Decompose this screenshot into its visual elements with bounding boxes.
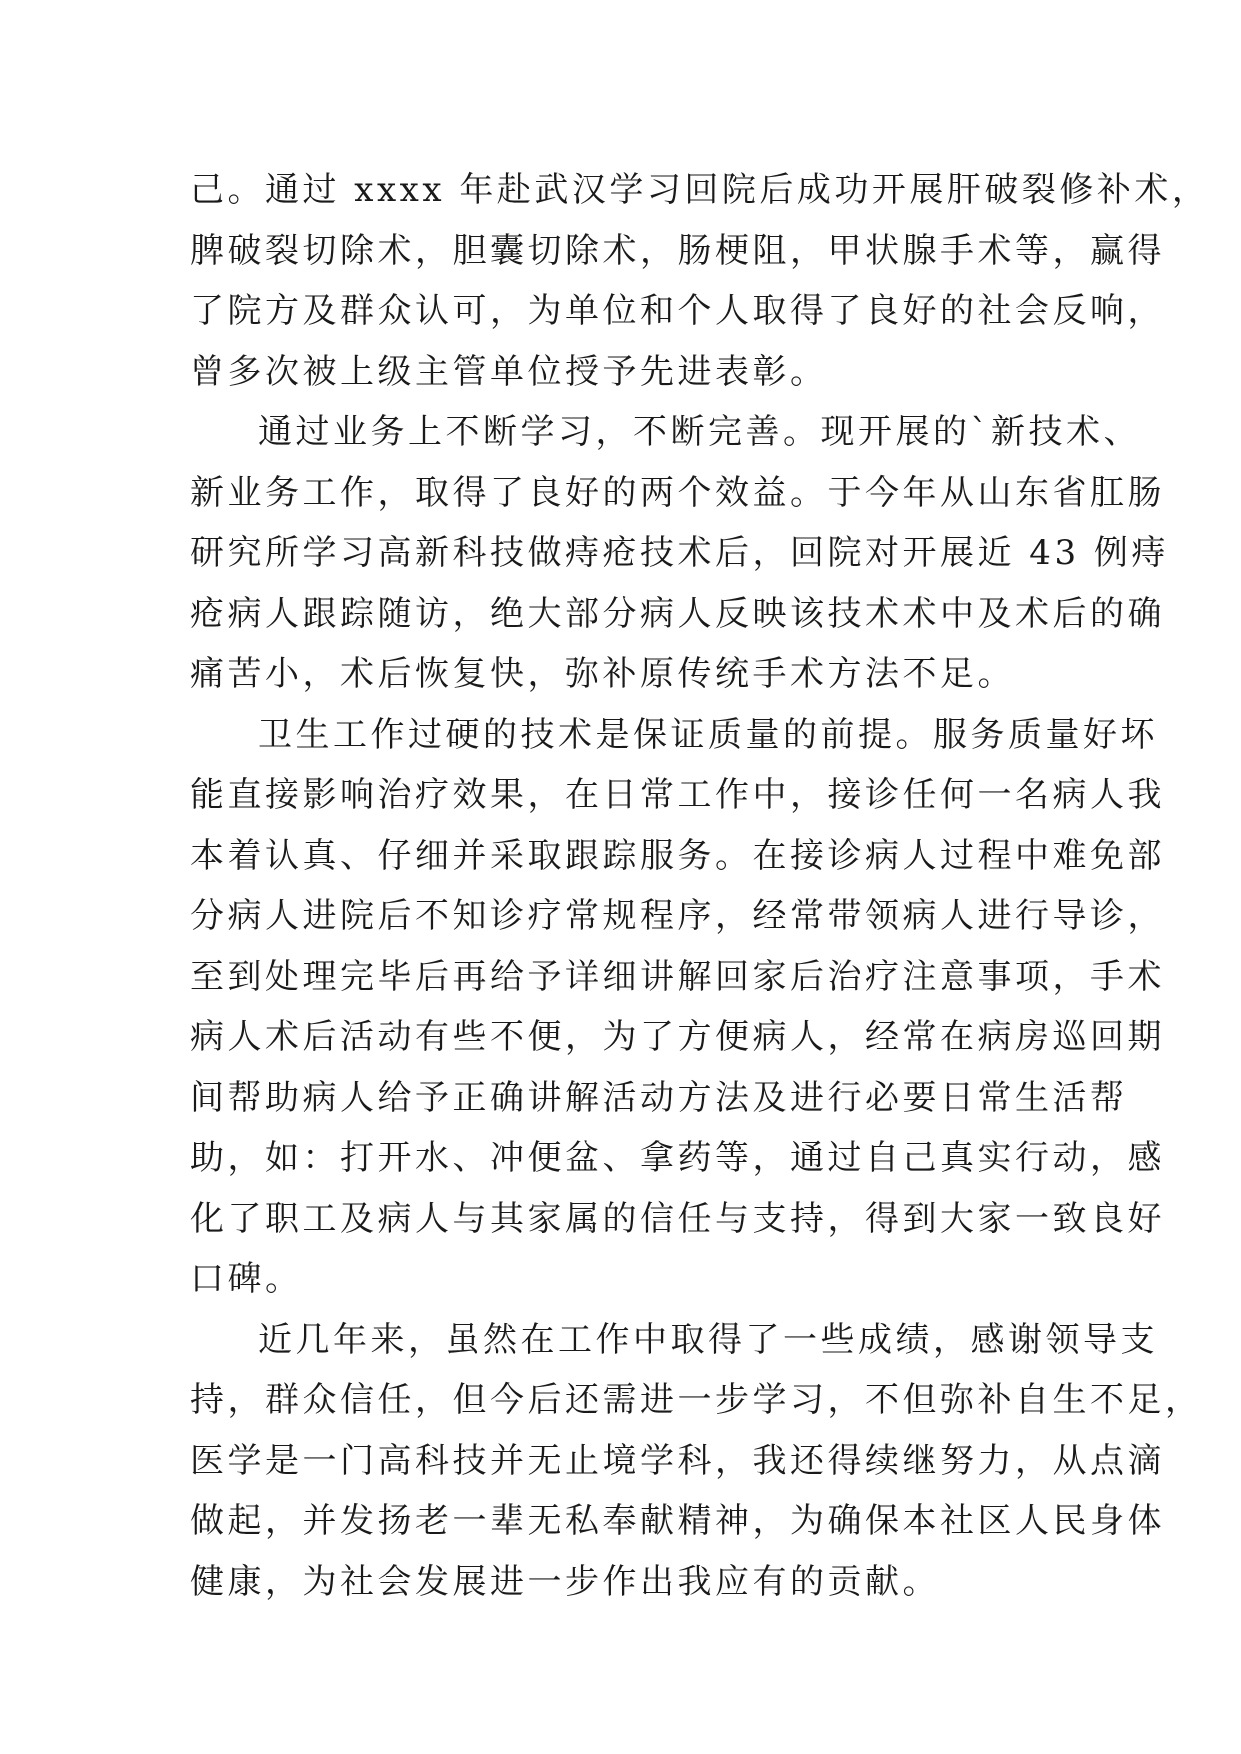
text-line: 持，群众信任，但今后还需进一步学习，不但弥补自生不足， — [190, 1380, 1203, 1420]
text-line: 脾破裂切除术，胆囊切除术，肠梗阻，甲状腺手术等，赢得 — [190, 230, 1165, 271]
text-line: 医学是一门高科技并无止境学科，我还得续继努力，从点滴 — [190, 1440, 1165, 1481]
paragraph-2 — [190, 402, 1169, 705]
text-line: 通过业务上不断学习，不断完善。现开展的`新技术、 — [258, 412, 1141, 452]
text-line: 近几年来，虽然在工作中取得了一些成绩，感谢领导支 — [258, 1319, 1158, 1360]
text-line: 间帮助病人给予正确讲解活动方法及进行必要日常生活帮 — [190, 1077, 1128, 1118]
text-line: 至到处理完毕后再给予详细讲解回家后治疗注意事项，手术 — [190, 956, 1165, 997]
text-line: 口碑。 — [190, 1259, 303, 1299]
text-line: 能直接影响治疗效果，在日常工作中，接诊任何一名病人我 — [190, 775, 1165, 815]
text-line: 化了职工及病人与其家属的信任与支持，得到大家一致良好 — [190, 1198, 1165, 1239]
text-line: 疮病人跟踪随访，绝大部分病人反映该技术术中及术后的确 — [190, 593, 1165, 634]
paragraph-4 — [190, 1310, 1203, 1613]
text-line: 卫生工作过硬的技术是保证质量的前提。服务质量好坏 — [258, 714, 1158, 755]
text-line: 研究所学习高新科技做痔疮技术后，回院对开展近 43 例痔 — [190, 533, 1169, 573]
text-line: 新业务工作，取得了良好的两个效益。于今年从山东省肛肠 — [190, 472, 1165, 513]
text-line: 己。通过 xxxx 年赴武汉学习回院后成功开展肝破裂修补术， — [190, 170, 1210, 210]
text-line: 曾多次被上级主管单位授予先进表彰。 — [190, 351, 828, 392]
text-line: 健康，为社会发展进一步作出我应有的贡献。 — [190, 1561, 940, 1602]
paragraph-1 — [190, 160, 1210, 402]
text-line: 病人术后活动有些不便，为了方便病人，经常在病房巡回期 — [190, 1017, 1165, 1057]
text-line: 分病人进院后不知诊疗常规程序，经常带领病人进行导诊， — [190, 896, 1165, 936]
paragraph-3 — [190, 705, 1165, 1310]
document-body — [190, 160, 1210, 1612]
text-line: 做起，并发扬老一辈无私奉献精神，为确保本社区人民身体 — [190, 1501, 1165, 1541]
text-line: 本着认真、仔细并采取跟踪服务。在接诊病人过程中难免部 — [190, 835, 1165, 876]
text-line: 痛苦小，术后恢复快，弥补原传统手术方法不足。 — [190, 654, 1015, 694]
text-line: 助，如：打开水、冲便盆、拿药等，通过自己真实行动，感 — [190, 1138, 1165, 1178]
text-line: 了院方及群众认可，为单位和个人取得了良好的社会反响， — [190, 291, 1165, 331]
